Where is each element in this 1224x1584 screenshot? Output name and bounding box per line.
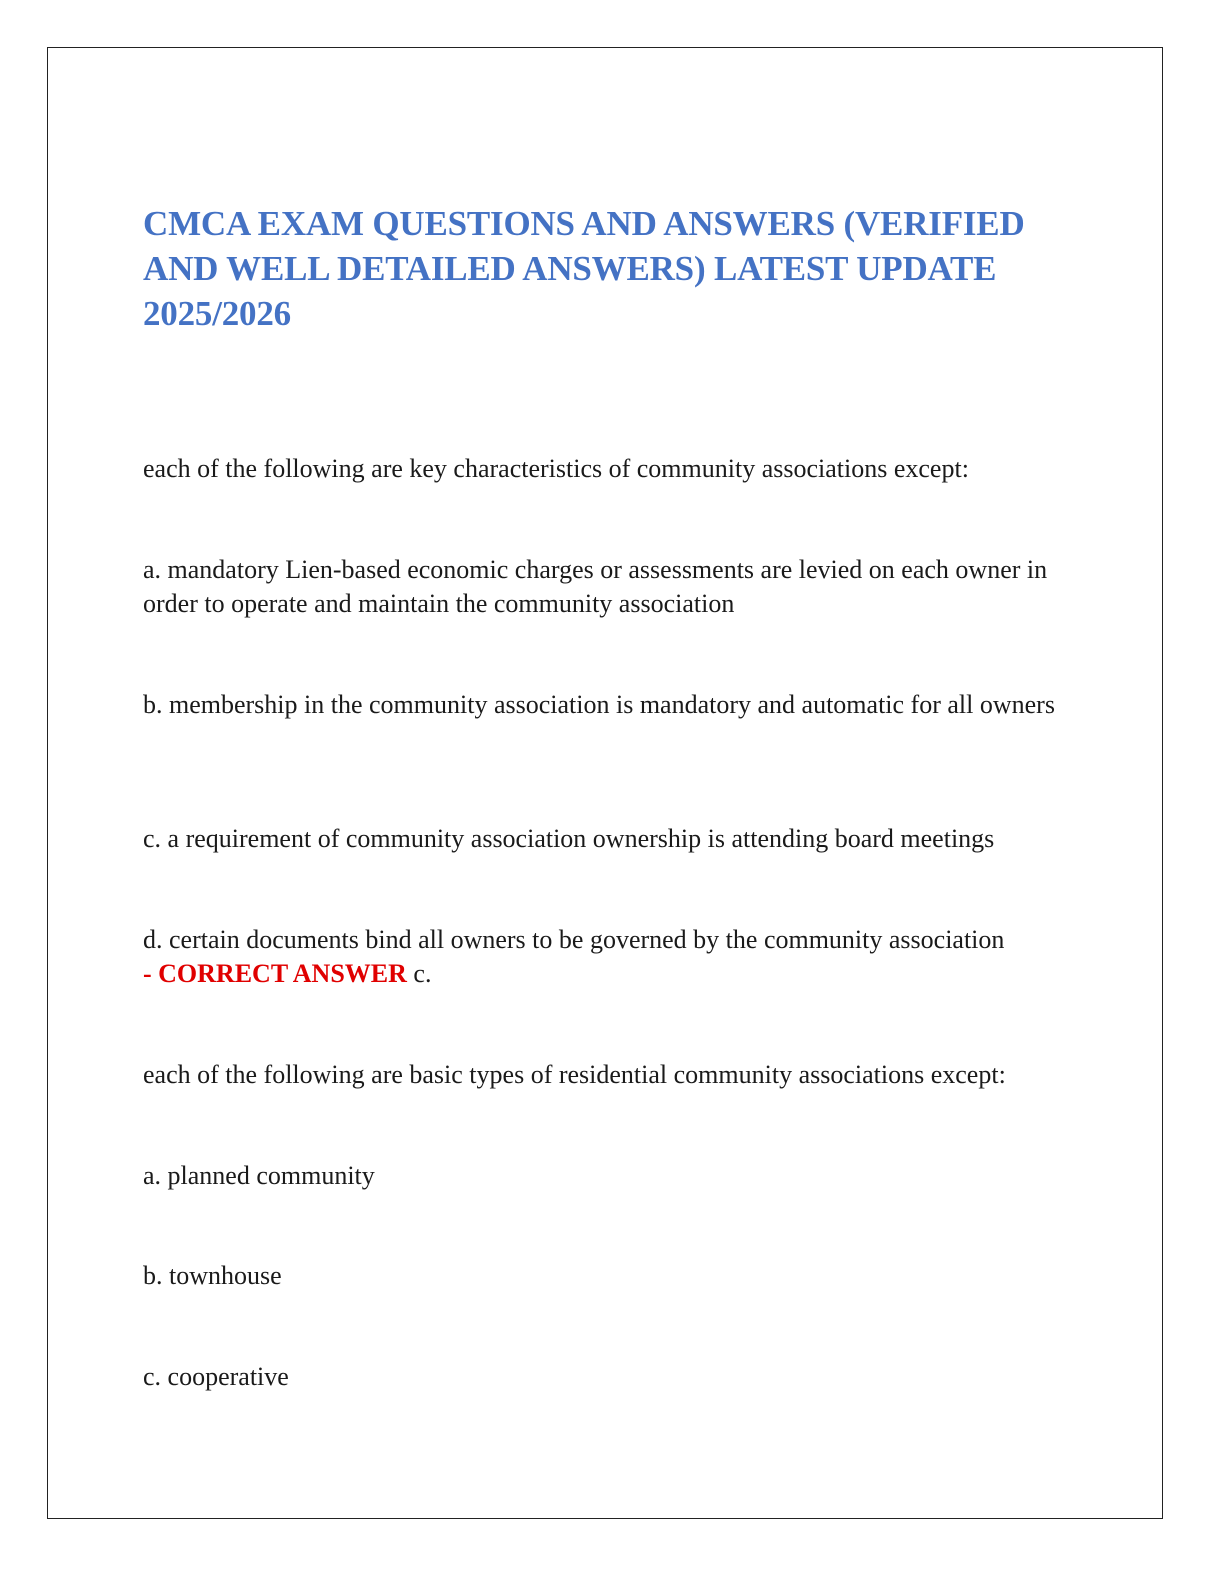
question-1-option-a: a. mandatory Lien-based economic charges or assessments are levied on each owner in order to operate and maintain the community association: [143, 555, 1048, 618]
question-1-option-b: b. membership in the community association is mandatory and automatic for all owners: [143, 690, 1055, 719]
question-1-option-d: d. certain documents bind all owners to be governed by the community association: [143, 925, 1005, 954]
correct-answer-marker: - CORRECT ANSWER: [143, 959, 407, 988]
correct-answer-value: c.: [406, 959, 432, 988]
question-1-text: each of the following are key characteristics of community associations except:: [143, 454, 969, 483]
question-2-option-c: c. cooperative: [143, 1362, 289, 1391]
question-2-option-b: b. townhouse: [143, 1261, 282, 1290]
question-2-option-a: a. planned community: [143, 1161, 375, 1190]
question-2-text: each of the following are basic types of residential community associations except:: [143, 1060, 1006, 1089]
question-1-option-d-block: [143, 923, 1103, 991]
document-title: CMCA EXAM QUESTIONS AND ANSWERS (VERIFIED AND WELL DETAILED ANSWERS) LATEST UPDATE 2025/2026: [143, 204, 1025, 333]
question-1-option-c: c. a requirement of community association ownership is attending board meetings: [143, 824, 995, 853]
